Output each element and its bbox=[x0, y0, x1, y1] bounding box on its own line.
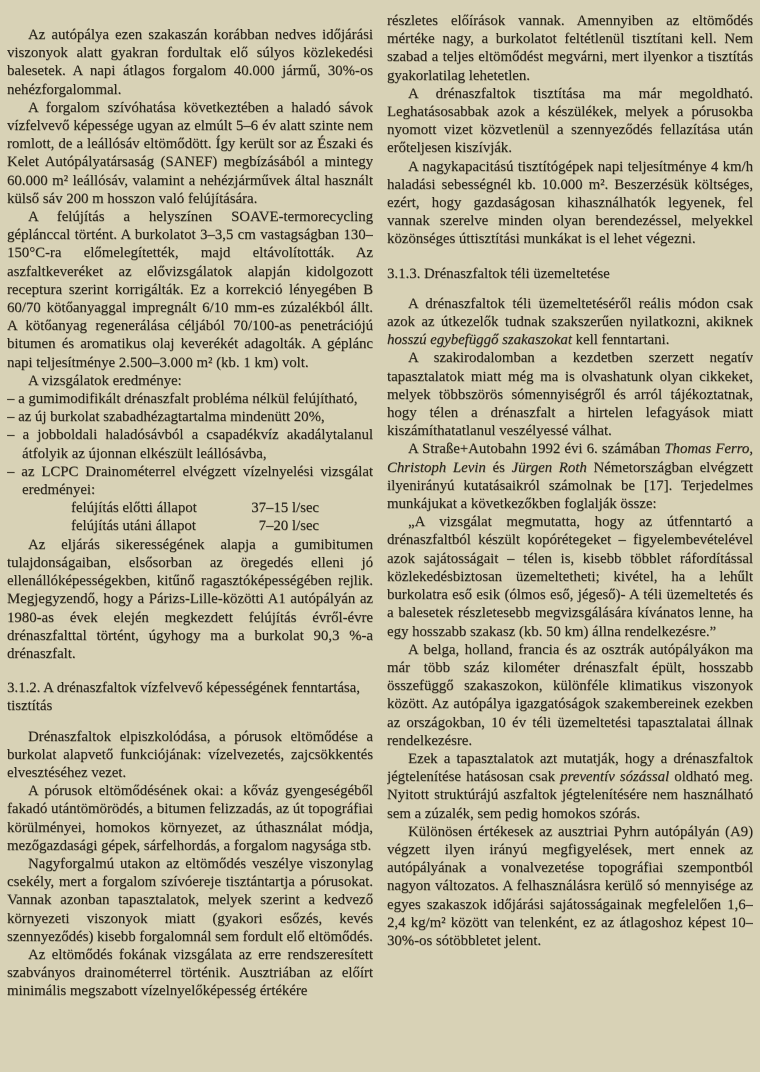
paragraph-high-traffic: Nagyforgalmú utakon az eltömődés veszélye viszonylag csekély, mert a forgalom szívóereje tisztántartja a pórusokat. Vannak azonban tapasztalatok, melyek szerint a kedvező környezeti viszonyok miatt (gyakori esőzés, kevés szennyeződés) kisebb forgalomnál sem fordult elő eltömődés. bbox=[7, 855, 373, 945]
text-segment: oldható meg. Nyitott struktúrájú aszfaltok jégtelenítésére nem használható sem a zúzalék, sem pedig homokos szórás. bbox=[387, 769, 753, 822]
measurement-label: felújítás utáni állapot bbox=[71, 518, 196, 535]
measurement-label: felújítás előtti állapot bbox=[71, 500, 197, 517]
list-item: – az új burkolat szabadhézagtartalma mindenütt 20%, bbox=[7, 409, 325, 426]
list-item: – az LCPC Drainométerrel elvégzett vízelnyelési vizsgálat eredményei: bbox=[7, 463, 373, 499]
paragraph-accidents: Az autópálya ezen szakaszán korábban nedves időjárási viszonyok alatt gyakran fordultak elő súlyos közlekedési balesetek. A napi átlagos forgalom 40.000 jármű, 30%-os nehézforgalommal. bbox=[7, 27, 373, 98]
paragraph-rubber-bitumen: Az eljárás sikerességének alapja a gumibitumen tulajdonságaiban, elsősorban az öregedés elleni jó ellenállóképességekben, kitűnő ragasztóképességében rejlik. Megjegyzendő, hogy a Párizs-Lille-közötti A1 autópályán az 1980-as évek elején megkezdett felújítás évről-évre drénaszfalttal történt, úgyhogy ma a burkolat 90,3 %-a drénaszfalt. bbox=[7, 536, 373, 662]
text-segment: és bbox=[485, 459, 512, 476]
text-segment: Németországban elvégzett ilyenirányú kutatásaikról számolnak be [17]. Terjedelmes munkájukat a következőkben foglalják össze: bbox=[387, 459, 753, 513]
paragraph-winter-operation bbox=[387, 295, 753, 350]
measurement-value: 37–15 l/sec bbox=[251, 500, 319, 517]
text-segment-italic: hosszú egybefüggő szakaszokat bbox=[387, 332, 572, 349]
right-column bbox=[387, 12, 753, 1072]
table-row bbox=[71, 517, 319, 535]
paragraph-cleaning-devices: A drénaszfaltok tisztítása ma már megoldható. Leghatásosabbak azok a készülékek, melyek a pórusokba nyomott vizet közvetlenül a szennyeződés fellazítása után erőteljesen kiszívják. bbox=[387, 85, 753, 157]
left-column bbox=[7, 12, 373, 1072]
list-item: – a jobboldali haladósávból a csapadékvíz akadálytalanul átfolyik az újonnan elkészült leállósávba, bbox=[7, 427, 373, 462]
paragraph-strasse-autobahn bbox=[387, 440, 753, 513]
paragraph-clogging-causes: A pórusok eltömődésének okai: a kőváz gyengeségéből fakadó utántömörödés, a bitumen felizzadás, az út topográfiai körülményei, homokos környezet, az úthasználat módja, mezőgazdasági gépek, sárfelhordás, a forgalom nagysága stb. bbox=[7, 783, 373, 854]
text-segment: A drénaszfaltok téli üzemeltetéséről reális módon csak azok az útkezelők tudnak szakszerűen nyilatkozni, akiknek bbox=[387, 295, 753, 331]
paragraph-european-motorways: A belga, holland, francia és az osztrák autópályákon ma már több száz kilométer drénaszfalt épült, hosszabb összefüggő szakaszokon, különféle klimatikus viszonyok között. Az autópálya igazgatóságok szakembereinek ezekben az országokban, 10 év téli üzemeltetési tapasztalatai állnak rendelkezésre. bbox=[387, 641, 753, 749]
paragraph-traffic-suction: A forgalom szívóhatása következtében a haladó sávok vízfelvevő képessége ugyan az elmúlt 5–6 év alatt szinte nem romlott, de a leállósáv eltömődött. Így került sor az Északi és Kelet Autópályatársaság (SANEF) megbízásából a mintegy 60.000 m² leállósáv, valamint a nehézjárművek által használt külső sáv 200 m hosszon való felújítására. bbox=[7, 99, 373, 207]
text-segment: Ezek a tapasztalatok azt mutatják, hogy a drénaszfaltok jégtelenítése hatásosan csak bbox=[387, 750, 753, 786]
paragraph-quote: „A vizsgálat megmutatta, hogy az útfenntartó a drénaszfaltból készült kopórétegeket – figyelembevételével azok sajátosságait – télen is, kisebb többlet ráfordítással közlekedésbiztosan üzemeltetheti; kivétel, ha a lehűlt burkolatra eső esik (ólmos eső, jégeső)- A téli üzemeltetés és a balesetek részletesebb megvizsgálására kívánatos lenne, ha egy hosszabb szakasz (kb. 50 km) állna rendelkezésre.” bbox=[387, 514, 753, 640]
text-segment: A Straße+Autobahn 1992 évi 6. számában bbox=[408, 441, 665, 458]
paragraph-pyhrn-motorway: Különösen értékesek az ausztriai Pyhrn autópályán (A9) végzett ilyen irányú megfigyelések, mert ennek az autópályának a vonalvezetése topográfiai szempontból nagyon változatos. A felhasználásra kerülő só mennyisége az egyes szakaszok időjárási sajátosságainak megfelelően 1,6–2,4 kg/m² között van telenként, ez az átlagoshoz képest 10–30%-os sótöbbletet jelent. bbox=[387, 823, 753, 949]
results-intro: A vizsgálatok eredménye: bbox=[28, 372, 182, 389]
measurement-value: 7–20 l/sec bbox=[258, 518, 319, 535]
table-row bbox=[71, 499, 319, 517]
paragraph-cleaning-rules: részletes előírások vannak. Amennyiben az eltömődés mértéke nagy, a burkolatot feltétlenül tisztítani kell. Nem szabad a teljes eltömődést megvárni, mert ilyenkor a tisztítás gyakorlatilag lehetetlen. bbox=[387, 13, 753, 84]
section-heading-3-1-3: 3.1.3. Drénaszfaltok téli üzemeltetése bbox=[387, 265, 610, 282]
paragraph-drainometer: Az eltömődés fokának vizsgálata az erre rendszeresített szabványos drainométerrel történik. Ausztriában az előírt minimális megszabott vízelnyelőképesség értékére bbox=[7, 946, 373, 1000]
results-list bbox=[7, 390, 373, 499]
section-heading-3-1-2: 3.1.2. A drénaszfaltok vízfelvevő képességének fenntartása, tisztítás bbox=[7, 680, 360, 715]
paragraph-clogging-consequence: Drénaszfaltok elpiszkolódása, a pórusok eltömődése a burkolat alapvető funkciójának: vízelvezetés, zajcsökkentés elvesztéséhez vezet. bbox=[7, 728, 373, 781]
paragraph-preventive-salting bbox=[387, 750, 753, 823]
text-segment-italic: Thomas Ferro, Christoph Levin bbox=[387, 441, 753, 476]
paragraph-renovation-method: A felújítás a helyszínen SOAVE-termorecycling géplánccal történt. A burkolatot 3–3,5 cm vastagságban 130–150°C-ra előmelegítették, majd eltávolították. Az aszfaltkeveréket az elővizsgálatok alapján kidolgozott receptura szerint korrigálták. Ez a korrekció lényegében B 60/70 kötőanyaggal impregnált 6/10 mm-es zúzalékból állt. A kötőanyag regenerálása céljából 70/100-as penetrációjú bitumen és aromatikus olaj keverékét adagolták. A géplánc napi teljesítménye 2.500–3.000 m² (kb. 1 km) volt. bbox=[7, 209, 373, 371]
text-segment: kell fenntartani. bbox=[571, 332, 670, 349]
paragraph-cleaning-machines: A nagykapacitású tisztítógépek napi teljesítménye 4 km/h haladási sebességnél kb. 10.000 m². Beszerzésük költséges, ezért, hogy gazdaságosan kihasználhatók legyenek, fel vannak szerelve minden olyan berendezéssel, melyekkel közönséges úttisztítási munkákat is el lehet végezni. bbox=[387, 158, 753, 248]
paragraph-literature: A szakirodalomban a kezdetben szerzett negatív tapasztalatok miatt még ma is olvashatunk olyan cikkeket, melyek többszörös sómennyiségről és arról tájékoztatnak, hogy télen a drénaszfalt a hirtelen lefagyások miatt kiszámíthatatlanul veszélyessé válhat. bbox=[387, 350, 753, 440]
text-segment-italic: Jürgen Roth bbox=[511, 459, 587, 476]
list-item: – a gumimodifikált drénaszfalt probléma nélkül felújítható, bbox=[7, 391, 358, 408]
measurement-table bbox=[71, 499, 319, 535]
text-segment-italic: preventív sózással bbox=[560, 769, 670, 786]
